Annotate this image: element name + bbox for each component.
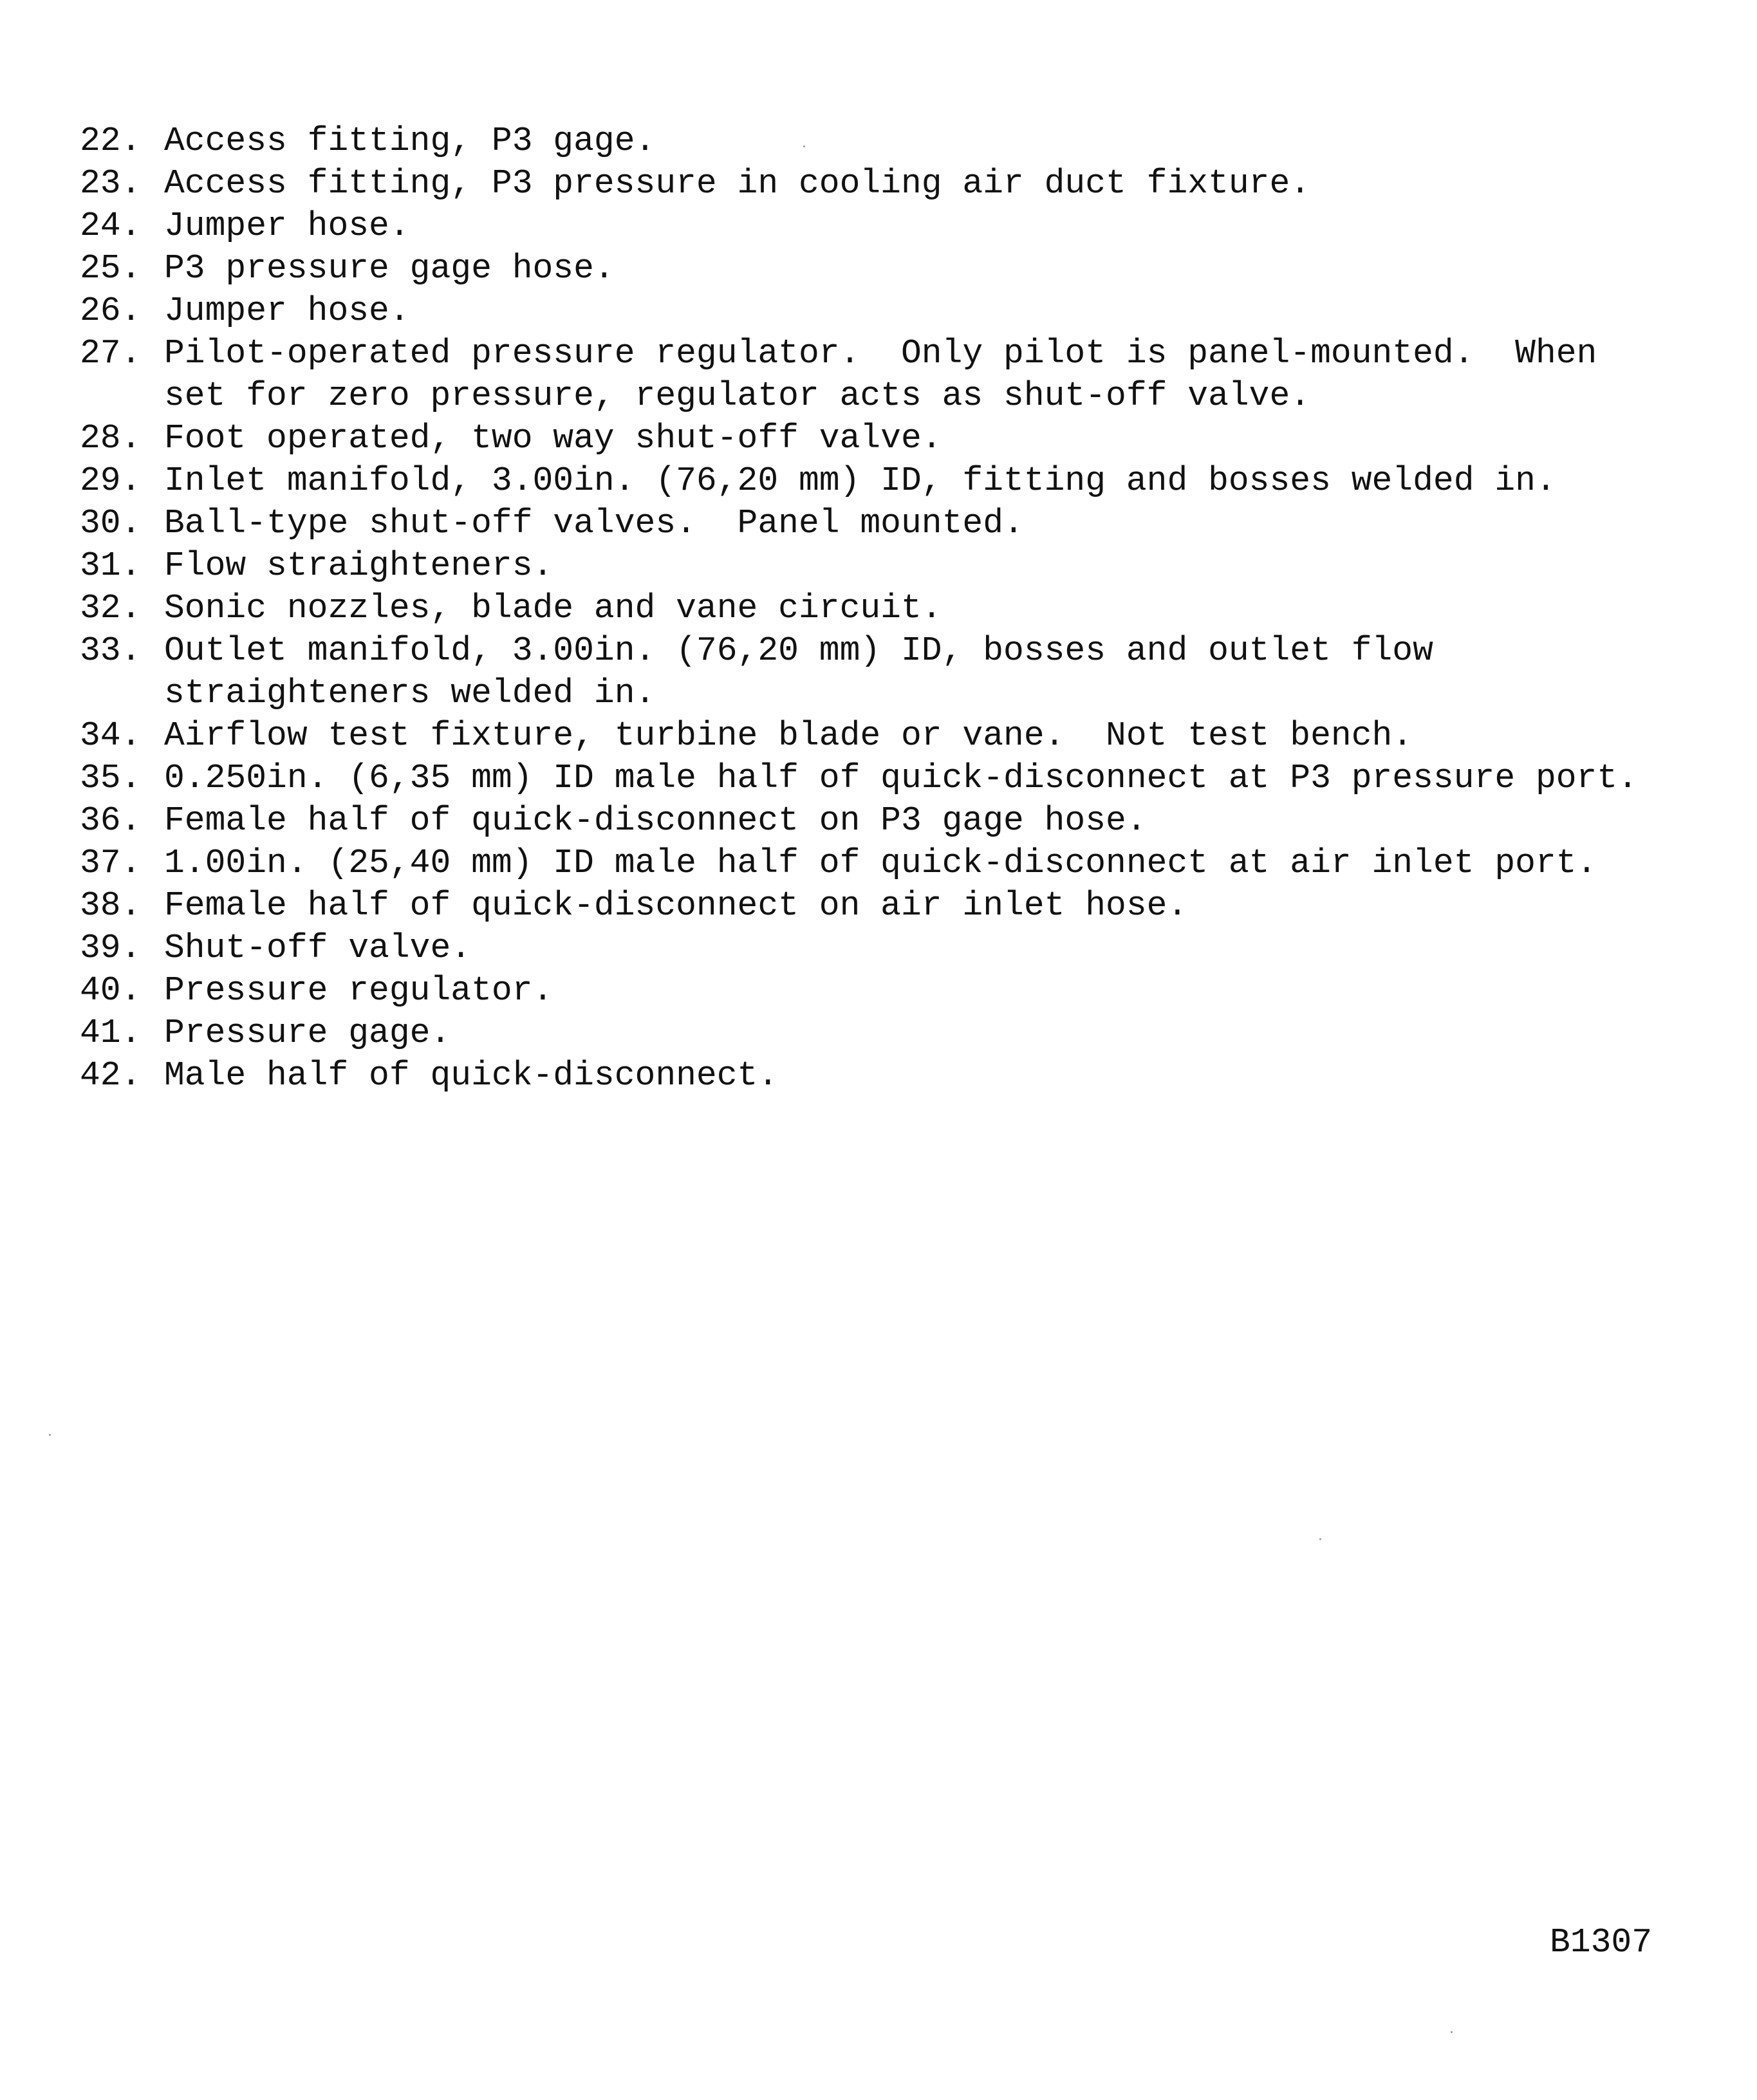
legend-item-number: 31. xyxy=(80,546,142,585)
legend-item-text xyxy=(164,1012,1727,1054)
legend-item xyxy=(80,587,1727,629)
legend-item-number: 27. xyxy=(80,334,142,373)
legend-item-text xyxy=(164,205,1727,247)
legend-item-number: 33. xyxy=(80,631,142,670)
legend-item xyxy=(80,120,1727,162)
legend-item-text xyxy=(164,247,1727,290)
scan-speck xyxy=(49,1434,51,1436)
legend-item-line: Sonic nozzles, blade and vane circuit. xyxy=(164,589,942,627)
legend-item-line: Access fitting, P3 gage. xyxy=(164,122,656,160)
legend-item-line: Access fitting, P3 pressure in cooling air duct fixture. xyxy=(164,164,1311,203)
legend-item-number: 38. xyxy=(80,886,142,925)
legend-item-number: 22. xyxy=(80,122,142,160)
legend-item-number: 37. xyxy=(80,844,142,882)
legend-item-text xyxy=(164,969,1727,1012)
legend-item xyxy=(80,544,1727,587)
legend-item-number: 30. xyxy=(80,504,142,543)
legend-item xyxy=(80,842,1727,884)
legend-item xyxy=(80,460,1727,502)
legend-item-line: straighteners welded in. xyxy=(164,674,656,712)
legend-item-number: 28. xyxy=(80,419,142,458)
legend-item-text xyxy=(164,544,1727,587)
legend-item-text xyxy=(164,417,1727,460)
legend-item xyxy=(80,714,1727,757)
legend-item xyxy=(80,332,1727,417)
legend-item-line: Jumper hose. xyxy=(164,207,410,245)
legend-item xyxy=(80,417,1727,460)
legend-item-line: Jumper hose. xyxy=(164,292,410,330)
legend-item-line: set for zero pressure, regulator acts as shut-off valve. xyxy=(164,376,1311,415)
legend-item-line: Female half of quick-disconnect on P3 gage hose. xyxy=(164,801,1147,840)
legend-item xyxy=(80,205,1727,247)
legend-item-number: 42. xyxy=(80,1056,142,1095)
legend-item-text xyxy=(164,162,1727,205)
legend-item-line: Male half of quick-disconnect. xyxy=(164,1056,779,1095)
legend-item-text xyxy=(164,629,1727,714)
legend-item-line: Outlet manifold, 3.00in. (76,20 mm) ID, bosses and outlet flow xyxy=(164,631,1433,670)
legend-item-text xyxy=(164,1054,1727,1097)
legend-item-text xyxy=(164,332,1727,417)
legend-item-number: 25. xyxy=(80,249,142,288)
legend-item-line: 1.00in. (25,40 mm) ID male half of quick-disconnect at air inlet port. xyxy=(164,844,1597,882)
legend-item-text xyxy=(164,714,1727,757)
legend-item xyxy=(80,927,1727,969)
legend-item-line: Inlet manifold, 3.00in. (76,20 mm) ID, fitting and bosses welded in. xyxy=(164,461,1556,500)
legend-item xyxy=(80,162,1727,205)
legend-item-text xyxy=(164,842,1727,884)
legend-item xyxy=(80,884,1727,927)
legend-item-line: Pilot-operated pressure regulator. Only pilot is panel-mounted. When xyxy=(164,334,1597,373)
legend-item xyxy=(80,502,1727,544)
legend-item-number: 39. xyxy=(80,929,142,967)
legend-item-number: 26. xyxy=(80,292,142,330)
legend-item-line: Airflow test fixture, turbine blade or vane. Not test bench. xyxy=(164,716,1413,755)
legend-item xyxy=(80,629,1727,714)
legend-item xyxy=(80,247,1727,290)
legend-item-line: Female half of quick-disconnect on air inlet hose. xyxy=(164,886,1188,925)
scan-speck xyxy=(803,145,805,147)
legend-item-number: 41. xyxy=(80,1014,142,1052)
legend-item-text xyxy=(164,502,1727,544)
legend-item xyxy=(80,1054,1727,1097)
legend-item-line: Flow straighteners. xyxy=(164,546,553,585)
parts-legend-list xyxy=(80,120,1727,1097)
legend-item-number: 32. xyxy=(80,589,142,627)
legend-item-text xyxy=(164,587,1727,629)
scan-speck xyxy=(1451,2031,1453,2033)
legend-item-text xyxy=(164,927,1727,969)
legend-item-number: 23. xyxy=(80,164,142,203)
legend-item xyxy=(80,1012,1727,1054)
legend-item-text xyxy=(164,290,1727,332)
legend-item-line: P3 pressure gage hose. xyxy=(164,249,615,288)
legend-item-text xyxy=(164,799,1727,842)
legend-item-number: 36. xyxy=(80,801,142,840)
legend-item-line: Ball-type shut-off valves. Panel mounted. xyxy=(164,504,1024,543)
legend-item-number: 35. xyxy=(80,759,142,797)
legend-item-text xyxy=(164,120,1727,162)
legend-item-number: 34. xyxy=(80,716,142,755)
legend-item-line: Pressure gage. xyxy=(164,1014,451,1052)
legend-item xyxy=(80,799,1727,842)
legend-item-number: 40. xyxy=(80,971,142,1010)
legend-item-line: Shut-off valve. xyxy=(164,929,472,967)
legend-item-text xyxy=(164,884,1727,927)
legend-item xyxy=(80,969,1727,1012)
legend-item xyxy=(80,290,1727,332)
legend-item-number: 24. xyxy=(80,207,142,245)
legend-item-text xyxy=(164,757,1727,799)
legend-item-line: Foot operated, two way shut-off valve. xyxy=(164,419,942,458)
page-code: B1307 xyxy=(1550,1923,1653,1962)
legend-item-line: Pressure regulator. xyxy=(164,971,553,1010)
legend-item xyxy=(80,757,1727,799)
legend-item-number: 29. xyxy=(80,461,142,500)
legend-item-text xyxy=(164,460,1727,502)
legend-item-line: 0.250in. (6,35 mm) ID male half of quick-disconnect at P3 pressure port. xyxy=(164,759,1638,797)
scan-speck xyxy=(1319,1538,1321,1540)
